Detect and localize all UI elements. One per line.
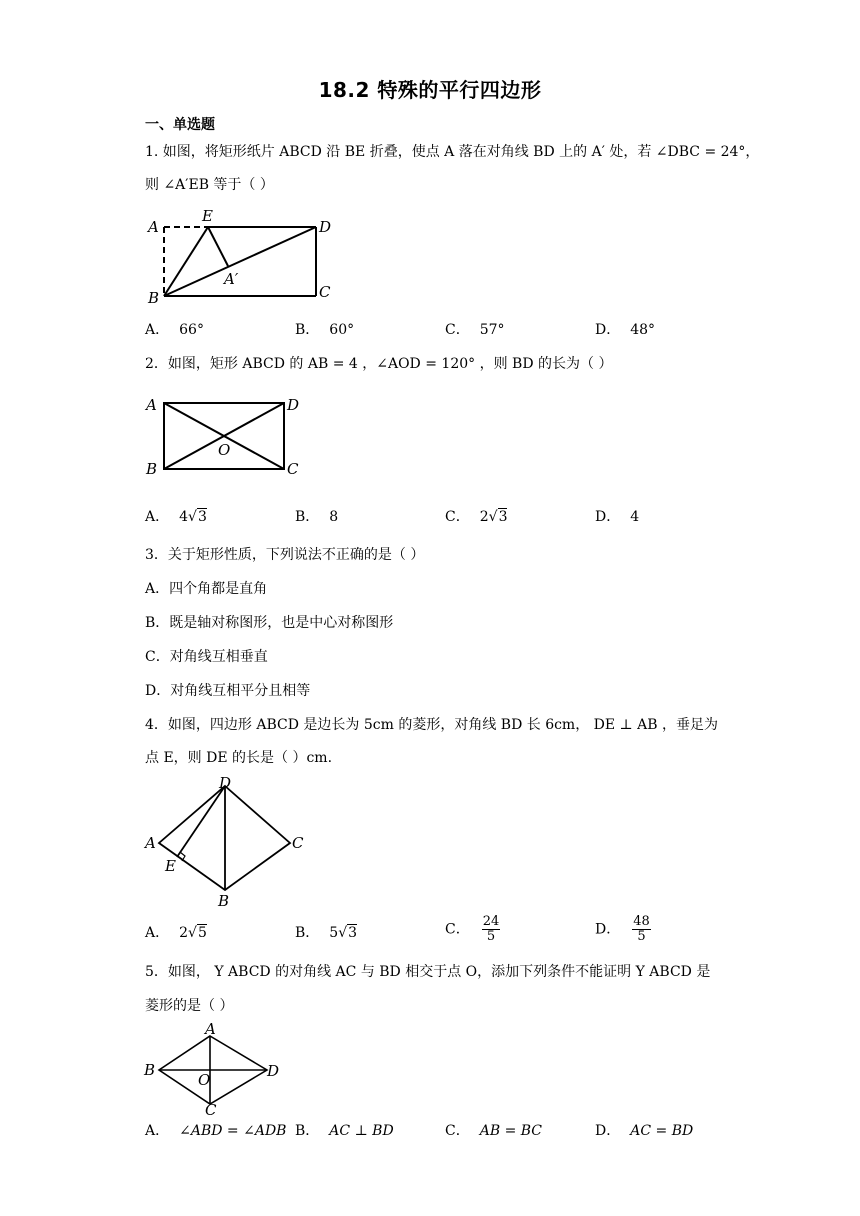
q4-label-b: B: [218, 892, 230, 910]
q1-figure: [140, 205, 340, 305]
q1-option-d[interactable]: D． 48°: [595, 322, 656, 338]
page-title: 18.2 特殊的平行四边形: [318, 78, 542, 102]
q4-label-e: E: [165, 857, 176, 875]
q2-label-c: C: [287, 460, 299, 478]
q1-text-line1: 1. 如图，将矩形纸片 ABCD 沿 BE 折叠，使点 A 落在对角线 BD 上的 A′ 处，若 ∠DBC = 24°，: [145, 144, 760, 160]
q5-option-d[interactable]: D． AC = BD: [595, 1123, 694, 1139]
q2-option-c[interactable]: C． 2√3: [445, 509, 508, 525]
q1-option-c[interactable]: C． 57°: [445, 322, 505, 338]
q1-label-a-prime: A′: [224, 270, 239, 288]
q2-option-a[interactable]: A． 4√3: [145, 509, 207, 525]
q2-label-a: A: [146, 396, 157, 414]
q4-option-c[interactable]: C． $\frac{24}{5}$: [445, 914, 500, 944]
q1-label-c: C: [319, 283, 331, 301]
q5-label-c: C: [205, 1101, 217, 1118]
q4-label-a: A: [145, 834, 156, 852]
q1-label-b: B: [148, 289, 160, 305]
q5-label-a: A: [205, 1020, 216, 1038]
q4-right-angle-mark: [180, 852, 185, 861]
q5-option-b[interactable]: B． AC ⊥ BD: [295, 1123, 394, 1139]
q5-label-d: D: [267, 1062, 280, 1080]
q3-option-a[interactable]: A．四个角都是直角: [145, 581, 268, 597]
q2-label-b: B: [146, 460, 158, 478]
q1-option-a[interactable]: A． 66°: [145, 322, 204, 338]
q4-option-b[interactable]: B． 5√3: [295, 925, 358, 941]
q4-text-line2: 点 E，则 DE 的长是（ ）cm.: [145, 750, 333, 766]
q5-text-line2: 菱形的是（ ）: [145, 998, 234, 1014]
q2-text-line1: 2．如图，矩形 ABCD 的 AB = 4 ，∠AOD = 120° ，则 BD 的长为（ ）: [145, 356, 613, 372]
q2-option-b[interactable]: B． 8: [295, 509, 339, 525]
q1-label-a: A: [148, 218, 159, 236]
q4-option-a[interactable]: A． 2√5: [145, 925, 207, 941]
q1-text-line2: 则 ∠A′EB 等于（ ）: [145, 177, 274, 193]
q3-option-c[interactable]: C．对角线互相垂直: [145, 649, 268, 665]
q5-option-a[interactable]: A． ∠ABD = ∠ADB: [145, 1123, 287, 1139]
q1-segment-ea: [208, 227, 228, 266]
q1-option-b[interactable]: B． 60°: [295, 322, 355, 338]
q3-option-b[interactable]: B．既是轴对称图形，也是中心对称图形: [145, 615, 394, 631]
q5-text-line1: 5．如图， Y ABCD 的对角线 AC 与 BD 相交于点 O，添加下列条件不能证明 Y ABCD 是: [145, 964, 711, 980]
section-heading: 一、单选题: [145, 117, 215, 133]
q2-figure: [140, 392, 315, 482]
q1-label-e: E: [202, 207, 213, 225]
q5-label-o: O: [198, 1071, 211, 1089]
q4-figure: [140, 776, 315, 911]
q5-option-c[interactable]: C． AB = BC: [445, 1123, 543, 1139]
q4-text-line1: 4．如图，四边形 ABCD 是边长为 5cm 的菱形，对角线 BD 长 6cm， DE ⊥ AB ，垂足为: [145, 717, 719, 733]
q4-label-d: D: [219, 776, 232, 792]
q2-label-d: D: [287, 396, 300, 414]
q3-option-d[interactable]: D．对角线互相平分且相等: [145, 683, 311, 699]
q1-label-d: D: [319, 218, 332, 236]
q3-text-line1: 3．关于矩形性质，下列说法不正确的是（ ）: [145, 547, 425, 563]
q2-label-o: O: [218, 441, 231, 459]
q5-figure: [140, 1020, 290, 1118]
q2-option-d[interactable]: D． 4: [595, 509, 640, 525]
q5-label-b: B: [144, 1061, 156, 1079]
q4-option-d[interactable]: D． $\frac{48}{5}$: [595, 914, 650, 944]
q4-label-c: C: [292, 834, 304, 852]
